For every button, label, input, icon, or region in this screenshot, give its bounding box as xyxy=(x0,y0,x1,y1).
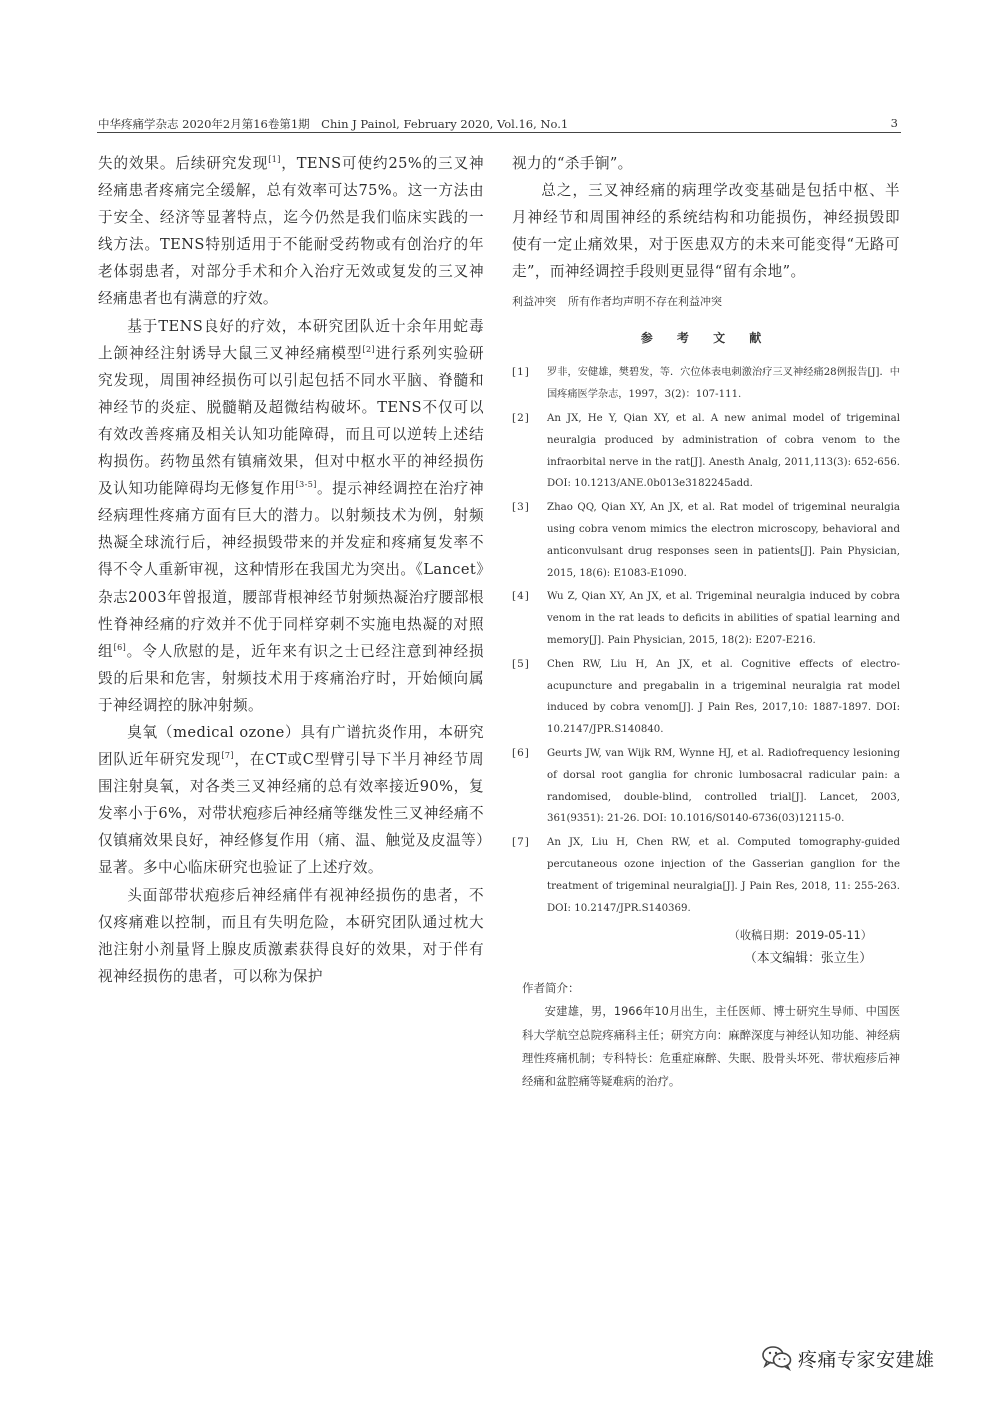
references-title: 参 考 文 献 xyxy=(640,331,772,346)
paragraph-4: 头面部带状疱疹后神经痛伴有视神经损伤的患者，不仅疼痛难以控制，而且有失明危险，本研究团队通过枕大池注射小剂量肾上腺皮质激素获得良好的效果，对于伴有视神经损伤的患者，可以称为保护 xyxy=(98,886,484,985)
editor-note: （本文编辑：张立生） xyxy=(744,951,872,967)
reference-item: [7] An JX, Liu H, Chen RW, et al. Computed tomography-guided percutaneous ozone injection of the Gasserian ganglion for the treatment of trigeminal neuralgia[J]. J Pain Res, 2018, 11: 255-263. DOI: 10.2147/JPR.S140369. xyxy=(512,836,900,914)
journal-citation: 中华疼痛学杂志 2020年2月第16卷第1期 Chin J Painol, February 2020, Vol.16, No.1 xyxy=(98,117,569,131)
reference-item: [6] Geurts JW, van Wijk RM, Wynne HJ, et al. Radiofrequency lesioning of dorsal root ganglia for chronic lumbosacral radicular pain: a randomised, double-blind, controlled trial[J]. Lancet, 2003, 361(9351): 21-26. DOI: 10.1016/S0140-6736(03)12115-0. xyxy=(512,747,900,825)
coi-text: 所有作者均声明不存在利益冲突 xyxy=(568,295,722,309)
paragraph-1: 失的效果。后续研究发现[1]，TENS可使约25%的三叉神经痛患者疼痛完全缓解，总有效率可达75%。这一方法由于安全、经济等显著特点，迄今仍然是我们临床实践的一线方法。TENS特别适用于不能耐受药物或有创治疗的年老体弱患者，对部分手术和介入治疗无效或复发的三叉神经痛患者也有满意的疗效。 xyxy=(98,155,484,308)
author-bio: 安建雄，男，1966年10月出生，主任医师、博士研究生导师、中国医科大学航空总院疼痛科主任；研究方向：麻醉深度与神经认知功能、神经病理性疼痛机制；专科特长：危重症麻醉、失眠、股骨头坏死、带状疱疹后神经痛和盆腔痛等疑难病的治疗。 xyxy=(522,1005,900,1088)
reference-item: [1] 罗非，安健雄，樊碧发，等．穴位体表电刺激治疗三叉神经痛28例报告[J]．中国疼痛医学杂志，1997，3(2)：107-111. xyxy=(512,366,900,401)
header-rule xyxy=(97,132,901,133)
reference-item: [4] Wu Z, Qian XY, An JX, et al. Trigeminal neuralgia induced by cobra venom in the rat leads to deficits in abilities of spatial learning and memory[J]. Pain Physician, 2015, 18(2): E207-E216. xyxy=(512,590,900,647)
right-column xyxy=(512,150,900,1093)
citation[interactable]: [3-5] xyxy=(295,480,317,490)
running-header xyxy=(98,116,898,132)
received-date: （收稿日期：2019-05-11） xyxy=(728,929,872,943)
paragraph-3: 臭氧（medical ozone）具有广谱抗炎作用，本研究团队近年研究发现[7]，在CT或C型臂引导下半月神经节周围注射臭氧，对各类三叉神经痛的总有效率接近90%，复发率小于6%，对带状疱疹后神经痛等继发性三叉神经痛不仅镇痛效果良好，神经修复作用（痛、温、触觉及皮温等）显著。多中心临床研究也验证了上述疗效。 xyxy=(98,723,484,877)
conflict-of-interest xyxy=(512,293,900,309)
citation[interactable]: [7] xyxy=(221,751,234,761)
paragraph-6: 总之，三叉神经痛的病理学改变基础是包括中枢、半月神经节和周围神经的系统结构和功能损伤，神经损毁即使有一定止痛效果，对于医患双方的未来可能变得“无路可走”，而神经调控手段则更显得“留有余地”。 xyxy=(512,182,900,281)
reference-item: [3] Zhao QQ, Qian XY, An JX, et al. Rat model of trigeminal neuralgia using cobra venom mimics the electron microscopy, behavioral and anticonvulsant drug responses seen in patients[J]. Pain Physician, 2015, 18(6): E1083-E1090. xyxy=(512,501,900,579)
coi-label: 利益冲突 xyxy=(512,295,556,309)
reference-item: [5] Chen RW, Liu H, An JX, et al. Cognitive effects of electro-acupuncture and pregabalin in a trigeminal neuralgia rat model induced by cobra venom[J]. J Pain Res, 2017,10: 1887-1897. DOI: 10.2147/JPR.S140840. xyxy=(512,657,900,736)
paragraph-2: 基于TENS良好的疗效，本研究团队近十余年用蛇毒上颌神经注射诱导大鼠三叉神经痛模型[2]进行系列实验研究发现，周围神经损伤可以引起包括不同水平脑、脊髓和神经节的炎症、脱髓鞘及超微结构破坏。TENS不仅可以有效改善疼痛及相关认知功能障碍，而且可以逆转上述结构损伤。药物虽然有镇痛效果，但对中枢水平的神经损伤及认知功能障碍均无修复作用[3-5]。提示神经调控在治疗神经病理性疼痛方面有巨大的潜力。以射频技术为例，射频热凝全球流行后，神经损毁带来的并发症和疼痛复发率不得不令人重新审视，这种情形在我国尤为突出。《Lancet》杂志2003年曾报道，腰部背根神经节射频热凝治疗腰部根性脊神经痛的疗效并不优于同样穿刺不实施电热凝的对照组[6]。令人欣慰的是，近年来有识之士已经注意到神经损毁的后果和危害，射频技术用于疼痛治疗时，开始倾向属于神经调控的脉冲射频。 xyxy=(98,317,484,714)
citation[interactable]: [1] xyxy=(268,155,281,165)
citation[interactable]: [6] xyxy=(113,642,127,652)
paragraph-5: 视力的“杀手锏”。 xyxy=(512,155,633,172)
watermark xyxy=(762,1340,935,1376)
citation[interactable]: [2] xyxy=(362,344,376,354)
page-number: 3 xyxy=(890,116,898,130)
left-column xyxy=(98,150,484,990)
reference-list xyxy=(512,362,900,919)
wechat-icon xyxy=(762,1345,792,1371)
reference-item: [2] An JX, He Y, Qian XY, et al. A new animal model of trigeminal neuralgia produced by administration of cobra venom to the infraorbital nerve in the rat[J]. Anesth Analg, 2011,113(3): 652-656. DOI: 10.1213/ANE.0b013e3182245add. xyxy=(512,412,900,490)
author-bio-title: 作者简介： xyxy=(522,981,580,996)
watermark-text: 疼痛专家安建雄 xyxy=(798,1348,935,1371)
